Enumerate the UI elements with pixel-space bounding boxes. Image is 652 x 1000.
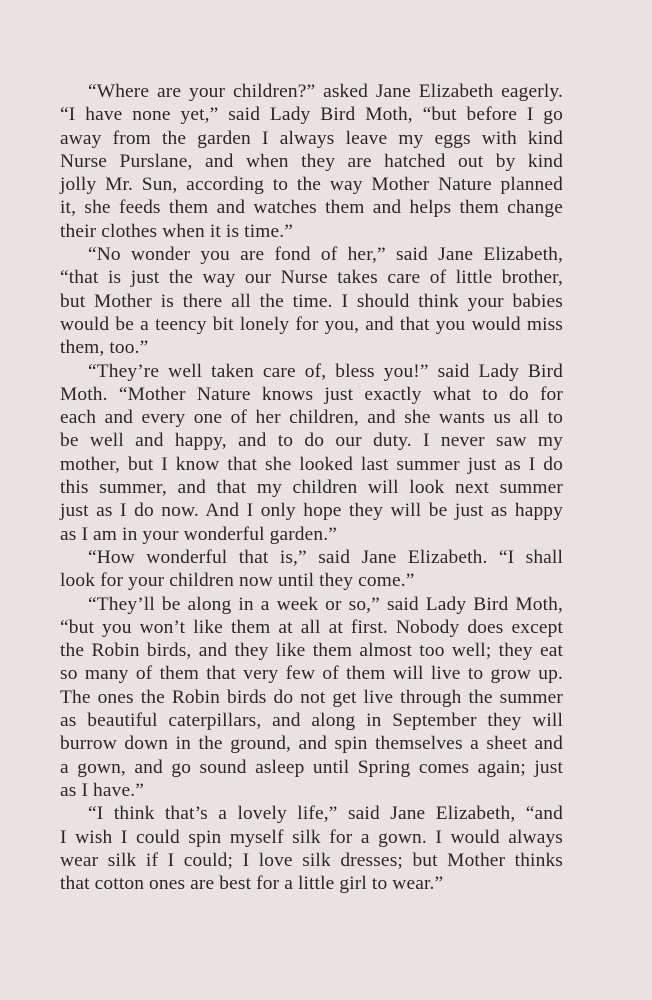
text-line: but Mother is there all the time. I should think your babies xyxy=(60,290,563,312)
text-line: as beautiful caterpillars, and along in September they will xyxy=(60,710,563,732)
text-line: I wish I could spin myself silk for a gown. I would always xyxy=(60,826,563,848)
text-line: burrow down in the ground, and spin themselves a sheet and xyxy=(60,733,563,755)
text-line: that cotton ones are best for a little girl to wear.” xyxy=(60,873,444,895)
text-line: “I think that’s a lovely life,” said Jane Elizabeth, “and xyxy=(88,803,563,825)
text-line: the Robin birds, and they like them almost too well; they eat xyxy=(60,640,563,662)
text-line: “No wonder you are fond of her,” said Jane Elizabeth, xyxy=(88,244,563,266)
text-line: as I am in your wonderful garden.” xyxy=(60,523,338,545)
text-line: “but you won’t like them at all at first. Nobody does except xyxy=(60,616,563,638)
text-line: look for your children now until they come.” xyxy=(60,570,415,592)
text-line: each and every one of her children, and she wants us all to xyxy=(60,407,563,429)
text-line: The ones the Robin birds do not get live through the summer xyxy=(60,686,563,708)
text-line: “that is just the way our Nurse takes care of little brother, xyxy=(60,267,563,289)
text-line: so many of them that very few of them will live to grow up. xyxy=(60,663,563,685)
text-line: away from the garden I always leave my eggs with kind xyxy=(60,127,563,149)
text-line: “I have none yet,” said Lady Bird Moth, “but before I go xyxy=(60,104,563,126)
text-line: as I have.” xyxy=(60,779,145,801)
text-line: mother, but I know that she looked last summer just as I do xyxy=(60,453,563,475)
text-line: Nurse Purslane, and when they are hatched out by kind xyxy=(60,150,563,172)
text-line: their clothes when it is time.” xyxy=(60,220,293,242)
text-line: “Where are your children?” asked Jane Elizabeth eagerly. xyxy=(88,81,563,102)
text-line: a gown, and go sound asleep until Spring comes again; just xyxy=(60,756,563,778)
text-line: would be a teency bit lonely for you, and that you would miss xyxy=(60,313,563,335)
text-line: be well and happy, and to do our duty. I never saw my xyxy=(60,430,563,452)
text-line: “How wonderful that is,” said Jane Elizabeth. “I shall xyxy=(88,546,563,568)
text-line: them, too.” xyxy=(60,337,149,359)
story-text xyxy=(60,80,563,895)
text-line: it, she feeds them and watches them and helps them change xyxy=(60,197,563,219)
text-line: just as I do now. And I only hope they will be just as happy xyxy=(60,500,563,522)
text-line: Moth. “Mother Nature knows just exactly what to do for xyxy=(60,383,563,405)
text-line: “They’re well taken care of, bless you!” said Lady Bird xyxy=(88,360,563,382)
text-line: jolly Mr. Sun, according to the way Mother Nature planned xyxy=(60,174,563,196)
text-line: this summer, and that my children will look next summer xyxy=(60,477,563,499)
text-line: wear silk if I could; I love silk dresses; but Mother thinks xyxy=(60,849,563,871)
text-line: “They’ll be along in a week or so,” said Lady Bird Moth, xyxy=(88,593,563,615)
